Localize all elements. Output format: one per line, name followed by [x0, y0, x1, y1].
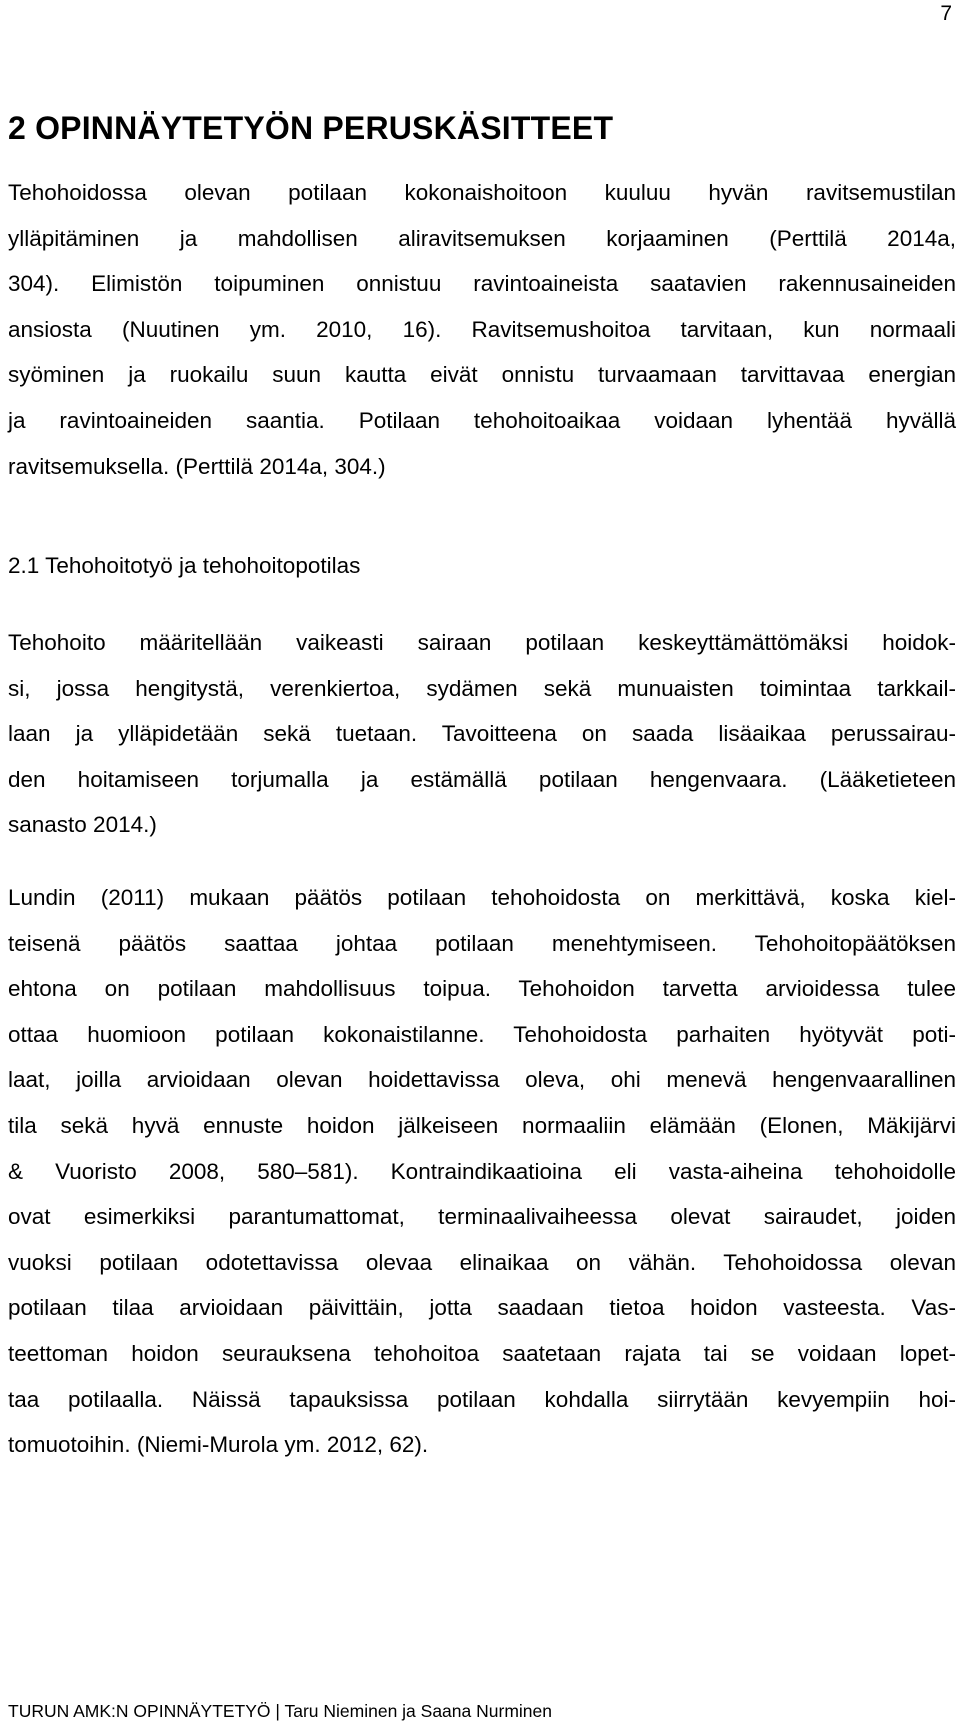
paragraph-line: den hoitamiseen torjumalla ja estämällä potilaan hengenvaara. (Lääketieteen — [8, 766, 956, 792]
paragraph-line: ja ravintoaineiden saantia. Potilaan tehohoitoaikaa voidaan lyhentää hyvällä — [8, 407, 956, 433]
paragraph-line: vuoksi potilaan odotettavissa olevaa elinaikaa on vähän. Tehohoidossa olevan — [8, 1249, 956, 1275]
paragraph-line: ylläpitäminen ja mahdollisen aliravitsemuksen korjaaminen (Perttilä 2014a, — [8, 225, 956, 251]
paragraph-line: tila sekä hyvä ennuste hoidon jälkeiseen normaaliin elämään (Elonen, Mäkijärvi — [8, 1112, 956, 1138]
paragraph-line: teettoman hoidon seurauksena tehohoitoa saatetaan rajata tai se voidaan lopet- — [8, 1340, 956, 1366]
section-paragraph-1 — [8, 620, 956, 848]
paragraph-line: ottaa huomioon potilaan kokonaistilanne. Tehohoidosta parhaiten hyötyvät poti- — [8, 1021, 956, 1047]
paragraph-line: Tehohoidossa olevan potilaan kokonaishoitoon kuuluu hyvän ravitsemustilan — [8, 180, 956, 205]
chapter-heading: 2 OPINNÄYTETYÖN PERUSKÄSITTEET — [8, 110, 614, 146]
page-footer: TURUN AMK:N OPINNÄYTETYÖ | Taru Nieminen ja Saana Nurminen — [8, 1701, 552, 1721]
paragraph-line: taa potilaalla. Näissä tapauksissa potilaan kohdalla siirrytään kevyempiin hoi- — [8, 1386, 956, 1412]
paragraph-line: potilaan tilaa arvioidaan päivittäin, jotta saadaan tietoa hoidon vasteesta. Vas- — [8, 1295, 956, 1321]
paragraph-line: tomuotoihin. (Niemi-Murola ym. 2012, 62). — [8, 1432, 429, 1458]
paragraph-line: & Vuoristo 2008, 580–581). Kontraindikaatioina eli vasta-aiheina tehohoidolle — [8, 1158, 956, 1184]
paragraph-line: syöminen ja ruokailu suun kautta eivät onnistu turvaamaan tarvittavaa energian — [8, 362, 956, 388]
paragraph-line: laat, joilla arvioidaan olevan hoidettavissa oleva, ohi menevä hengenvaarallinen — [8, 1067, 956, 1093]
intro-paragraph — [8, 170, 956, 489]
paragraph-line: teisenä päätös saattaa johtaa potilaan menehtymiseen. Tehohoitopäätöksen — [8, 930, 956, 956]
paragraph-line: Lundin (2011) mukaan päätös potilaan tehohoidosta on merkittävä, koska kiel- — [8, 885, 956, 910]
paragraph-line: 304). Elimistön toipuminen onnistuu ravintoaineista saatavien rakennusaineiden — [8, 271, 956, 297]
section-paragraph-2 — [8, 875, 956, 1468]
page-number: 7 — [940, 2, 952, 25]
paragraph-line: sanasto 2014.) — [8, 812, 157, 838]
paragraph-line: Tehohoito määritellään vaikeasti sairaan potilaan keskeyttämättömäksi hoidok- — [8, 630, 956, 655]
section-heading: 2.1 Tehohoitotyö ja tehohoitopotilas — [8, 553, 361, 578]
paragraph-line: si, jossa hengitystä, verenkiertoa, sydämen sekä munuaisten toimintaa tarkkail- — [8, 675, 956, 701]
paragraph-line: laan ja ylläpidetään sekä tuetaan. Tavoitteena on saada lisäaikaa perussairau- — [8, 721, 956, 747]
paragraph-line: ravitsemuksella. (Perttilä 2014a, 304.) — [8, 453, 386, 479]
paragraph-line: ehtona on potilaan mahdollisuus toipua. Tehohoidon tarvetta arvioidessa tulee — [8, 976, 956, 1002]
paragraph-line: ansiosta (Nuutinen ym. 2010, 16). Ravitsemushoitoa tarvitaan, kun normaali — [8, 316, 956, 342]
paragraph-line: ovat esimerkiksi parantumattomat, terminaalivaiheessa olevat sairaudet, joiden — [8, 1204, 956, 1230]
